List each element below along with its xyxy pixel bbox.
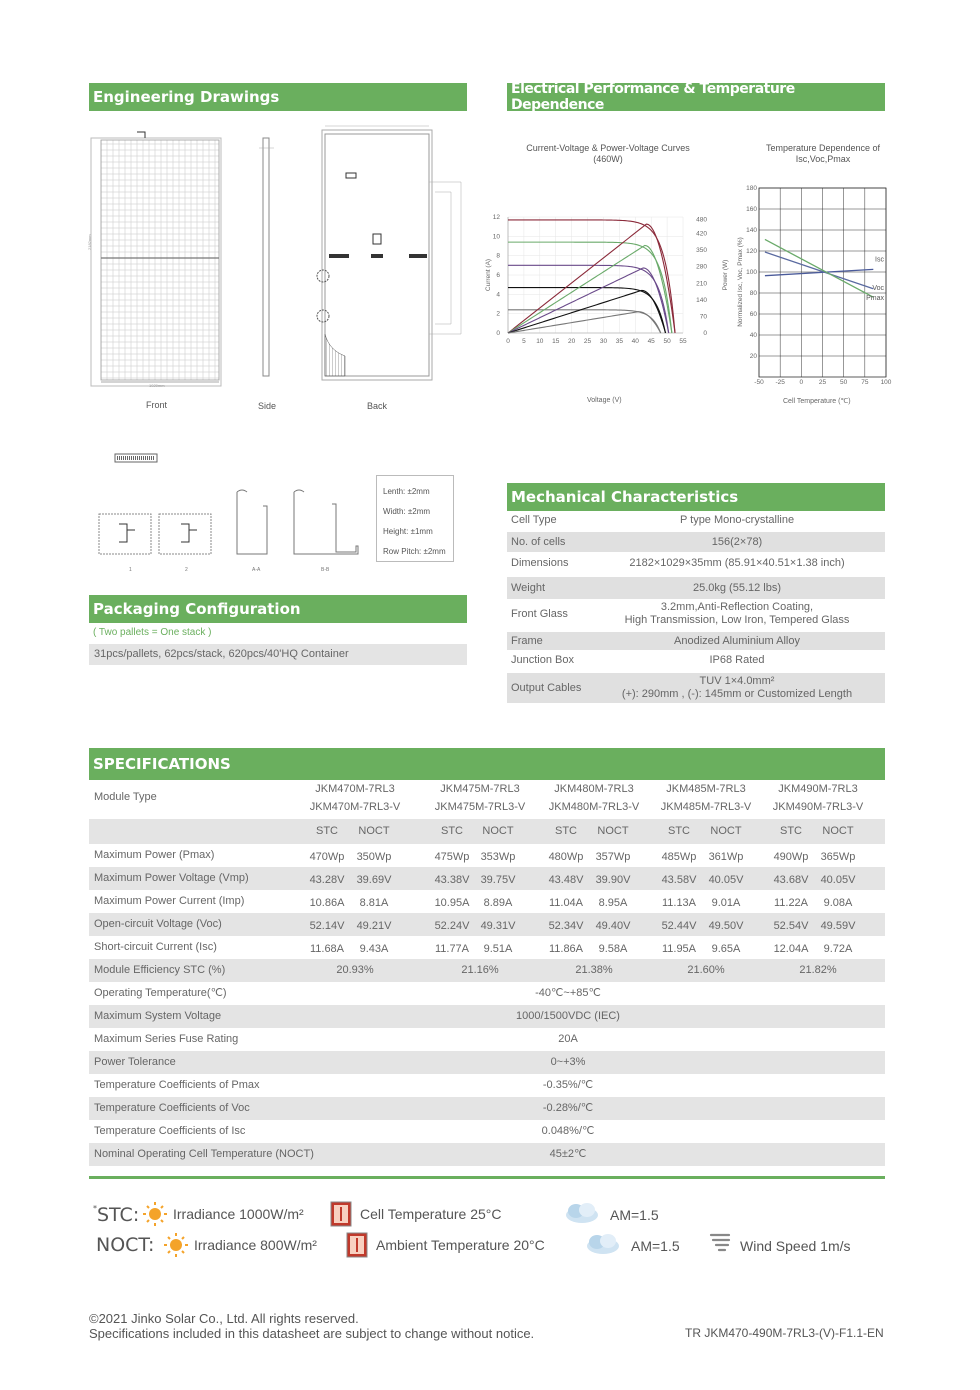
section-label-1: 1 bbox=[129, 567, 132, 573]
stc-column-header: STC bbox=[316, 825, 338, 837]
temp-x-tick-label: 50 bbox=[840, 379, 848, 386]
spec-stc-value: 52.34V bbox=[548, 920, 584, 932]
spec-value: -0.28%/℃ bbox=[542, 1102, 594, 1114]
spec-noct-value: 9.65A bbox=[711, 943, 741, 955]
back-view-drawing bbox=[317, 126, 461, 380]
spec-noct-value: 9.58A bbox=[598, 943, 628, 955]
temp-x-tick-label: 100 bbox=[880, 379, 892, 386]
spec-stc-value: 475Wp bbox=[434, 851, 470, 863]
spec-noct-value: 40.05V bbox=[708, 874, 744, 886]
noct-column-header: NOCT bbox=[822, 825, 854, 837]
iv-y-tick-label: 4 bbox=[496, 291, 500, 299]
iv-y-tick-label: 6 bbox=[496, 272, 500, 279]
mechanical-row bbox=[507, 632, 885, 650]
packaging-drawings bbox=[89, 450, 379, 580]
temp-y-tick-label: 80 bbox=[749, 290, 757, 297]
spec-noct-value: 49.59V bbox=[820, 920, 856, 932]
iv-curve bbox=[508, 220, 675, 333]
spec-label: Nominal Operating Cell Temperature (NOCT) bbox=[94, 1148, 314, 1160]
pv-curve bbox=[508, 268, 669, 333]
temp-series-line bbox=[765, 239, 873, 297]
mechanical-value-line: 2182×1029×35mm (85.91×40.51×1.38 inch) bbox=[629, 556, 845, 569]
tolerance-box bbox=[376, 475, 454, 562]
spec-stc-value: 43.38V bbox=[434, 874, 470, 886]
wind-icon bbox=[708, 1230, 734, 1256]
spec-stc-value: 12.04A bbox=[773, 943, 809, 955]
spec-row bbox=[89, 982, 885, 1005]
iv-y2-tick-label: 420 bbox=[696, 230, 707, 238]
spec-row bbox=[89, 890, 885, 913]
mechanical-value bbox=[607, 650, 867, 670]
noct-ambient-temperature: Ambient Temperature 20°C bbox=[376, 1237, 545, 1253]
tolerance-row-pitch: Row Pitch: ±2mm bbox=[383, 547, 446, 556]
mechanical-row bbox=[507, 532, 885, 552]
document-id: TR JKM470-490M-7RL3-(V)-F1.1-EN bbox=[685, 1326, 884, 1340]
model-name-v: JKM485M-7RL3-V bbox=[660, 801, 752, 813]
model-name-v: JKM475M-7RL3-V bbox=[434, 801, 526, 813]
mechanical-row bbox=[507, 511, 885, 529]
mechanical-row bbox=[507, 577, 885, 599]
back-label: Back bbox=[367, 401, 388, 411]
mechanical-row bbox=[507, 673, 885, 703]
stc-label: *STC: bbox=[93, 1204, 140, 1226]
iv-y-axis-label: Current (A) bbox=[485, 258, 492, 292]
spec-stc-value: 10.95A bbox=[434, 897, 470, 909]
spec-stc-value: 490Wp bbox=[773, 851, 809, 863]
noct-air-mass: AM=1.5 bbox=[631, 1238, 680, 1254]
temp-y-tick-label: 180 bbox=[746, 185, 757, 192]
mechanical-label: Frame bbox=[511, 635, 543, 647]
spec-stc-value: 11.04A bbox=[548, 897, 584, 909]
mechanical-value-line: High Transmission, Low Iron, Tempered Glass bbox=[624, 614, 850, 626]
spec-noct-value: 39.75V bbox=[480, 874, 516, 886]
spec-stc-value: 11.22A bbox=[773, 897, 809, 909]
temp-chart-xlabel: Cell Temperature (℃) bbox=[783, 398, 851, 405]
spec-row bbox=[89, 844, 885, 867]
spec-stc-value: 52.24V bbox=[434, 920, 470, 932]
spec-noct-value: 39.90V bbox=[595, 874, 631, 886]
spec-stc-value: 11.68A bbox=[309, 943, 345, 955]
tolerance-length: Lenth: ±2mm bbox=[383, 487, 430, 496]
spec-value: 45±2℃ bbox=[549, 1148, 587, 1160]
spec-noct-value: 8.89A bbox=[483, 897, 513, 909]
temp-y-tick-label: 160 bbox=[746, 206, 757, 213]
spec-efficiency-value: 21.60% bbox=[687, 964, 725, 976]
mechanical-characteristics-header: Mechanical Characteristics bbox=[507, 483, 885, 511]
spec-value: 0.048%/℃ bbox=[541, 1125, 595, 1137]
mechanical-value-line: 3.2mm,Anti-Reflection Coating, bbox=[660, 601, 814, 613]
noct-column-header: NOCT bbox=[597, 825, 629, 837]
noct-label: NOCT: bbox=[96, 1234, 155, 1256]
mechanical-value-line: 156(2×78) bbox=[711, 535, 763, 548]
mechanical-label: Junction Box bbox=[511, 654, 574, 666]
spec-noct-value: 9.51A bbox=[483, 943, 513, 955]
iv-x-tick-label: 15 bbox=[552, 338, 560, 345]
electrical-performance-header: Electrical Performance & Temperature Dependence bbox=[507, 83, 885, 111]
mechanical-value-line: 25.0kg (55.12 lbs) bbox=[692, 581, 782, 594]
model-header-row bbox=[89, 782, 885, 818]
spec-noct-value: 9.43A bbox=[359, 943, 389, 955]
stc-column-header: STC bbox=[668, 825, 690, 837]
mechanical-value bbox=[607, 552, 867, 574]
stc-column-header: STC bbox=[780, 825, 802, 837]
spec-label: Maximum System Voltage bbox=[94, 1010, 222, 1022]
mechanical-label: No. of cells bbox=[511, 536, 566, 548]
front-view-drawing bbox=[87, 132, 221, 388]
model-name-v: JKM480M-7RL3-V bbox=[548, 801, 640, 813]
temp-y-axis-label: Normalized Isc, Voc, Pmax (%) bbox=[737, 237, 744, 327]
mechanical-row bbox=[507, 650, 885, 670]
spec-stc-value: 11.86A bbox=[548, 943, 584, 955]
spec-label: Maximum Power Current (Imp) bbox=[94, 895, 245, 907]
mechanical-label: Weight bbox=[511, 582, 546, 594]
mechanical-row bbox=[507, 599, 885, 629]
module-type-label: Module Type bbox=[94, 791, 157, 803]
iv-y-tick-label: 0 bbox=[496, 330, 500, 337]
iv-y2-tick-label: 70 bbox=[699, 313, 707, 321]
spec-label: Temperature Coefficients of Isc bbox=[94, 1125, 246, 1137]
spec-stc-value: 43.48V bbox=[548, 874, 584, 886]
iv-x-tick-label: 10 bbox=[536, 338, 544, 345]
mechanical-label: Cell Type bbox=[511, 514, 557, 526]
spec-label: Open-circuit Voltage (Voc) bbox=[94, 918, 222, 930]
iv-x-tick-label: 20 bbox=[568, 338, 576, 345]
iv-y2-tick-label: 480 bbox=[696, 216, 707, 224]
spec-stc-value: 43.68V bbox=[773, 874, 809, 886]
mechanical-row bbox=[507, 552, 885, 574]
spec-noct-value: 8.81A bbox=[359, 897, 389, 909]
spec-noct-value: 9.72A bbox=[823, 943, 853, 955]
model-name: JKM470M-7RL3 bbox=[315, 783, 395, 795]
specifications-header: SPECIFICATIONS bbox=[89, 748, 885, 780]
spec-noct-value: 357Wp bbox=[595, 851, 631, 863]
spec-value: -0.35%/℃ bbox=[542, 1079, 594, 1091]
tolerance-width: Width: ±2mm bbox=[383, 507, 431, 516]
mechanical-value-line: TUV 1×4.0mm² bbox=[699, 675, 775, 687]
spec-label: Module Efficiency STC (%) bbox=[94, 964, 226, 976]
noct-irradiance: Irradiance 800W/m² bbox=[194, 1237, 317, 1253]
spec-stc-value: 470Wp bbox=[309, 851, 345, 863]
iv-y2-tick-label: 0 bbox=[703, 330, 707, 337]
spec-efficiency-value: 21.16% bbox=[461, 964, 499, 976]
spec-row bbox=[89, 1074, 885, 1097]
spec-stc-value: 485Wp bbox=[661, 851, 697, 863]
stc-irradiance: Irradiance 1000W/m² bbox=[173, 1206, 304, 1222]
thermometer-icon-noct bbox=[345, 1231, 369, 1259]
side-label: Side bbox=[258, 401, 277, 411]
section-label-2: 2 bbox=[185, 567, 188, 573]
spec-noct-value: 9.08A bbox=[823, 897, 853, 909]
thermometer-icon bbox=[329, 1200, 353, 1228]
copyright: ©2021 Jinko Solar Co., Ltd. All rights reserved. bbox=[89, 1311, 359, 1326]
model-name-v: JKM470M-7RL3-V bbox=[309, 801, 401, 813]
iv-y-tick-label: 8 bbox=[496, 252, 500, 260]
spec-stc-value: 43.58V bbox=[661, 874, 697, 886]
temp-x-tick-label: 75 bbox=[861, 379, 869, 386]
iv-curve bbox=[508, 265, 669, 333]
iv-x-tick-label: 0 bbox=[506, 338, 510, 345]
stc-air-mass: AM=1.5 bbox=[610, 1207, 659, 1223]
spec-label: Short-circuit Current (Isc) bbox=[94, 941, 217, 953]
side-view-drawing bbox=[259, 138, 274, 376]
iv-chart-title: Current-Voltage & Power-Voltage Curves (460W) bbox=[526, 143, 690, 164]
iv-x-tick-label: 55 bbox=[679, 338, 687, 345]
iv-y2-tick-label: 140 bbox=[696, 296, 707, 304]
model-name: JKM480M-7RL3 bbox=[554, 783, 634, 795]
tolerance-height: Height: ±1mm bbox=[383, 527, 433, 536]
mechanical-value bbox=[607, 511, 867, 529]
temp-y-tick-label: 140 bbox=[746, 227, 757, 234]
model-name: JKM485M-7RL3 bbox=[666, 783, 746, 795]
noct-wind-speed: Wind Speed 1m/s bbox=[740, 1238, 851, 1254]
mechanical-label: Dimensions bbox=[511, 557, 569, 569]
mechanical-label: Output Cables bbox=[511, 682, 582, 694]
spec-label: Operating Temperature(℃) bbox=[94, 987, 227, 999]
spec-row bbox=[89, 1097, 885, 1120]
stc-cell-temperature: Cell Temperature 25°C bbox=[360, 1206, 502, 1222]
cloud-icon bbox=[562, 1201, 600, 1225]
spec-noct-value: 49.31V bbox=[480, 920, 516, 932]
spec-stc-value: 11.95A bbox=[661, 943, 697, 955]
iv-x-tick-label: 5 bbox=[522, 338, 526, 345]
spec-label: Power Tolerance bbox=[94, 1056, 176, 1068]
spec-stc-value: 43.28V bbox=[309, 874, 345, 886]
svg-text:2182mm: 2182mm bbox=[87, 234, 92, 250]
temp-y-tick-label: 120 bbox=[746, 248, 757, 255]
spec-noct-value: 49.21V bbox=[356, 920, 392, 932]
cloud-icon-noct bbox=[583, 1232, 621, 1256]
noct-column-header: NOCT bbox=[482, 825, 514, 837]
iv-x-tick-label: 45 bbox=[647, 338, 655, 345]
temp-y-tick-label: 100 bbox=[746, 269, 757, 276]
spec-stc-value: 52.44V bbox=[661, 920, 697, 932]
mechanical-value bbox=[607, 532, 867, 552]
engineering-drawings-header: Engineering Drawings bbox=[89, 83, 467, 111]
front-label: Front bbox=[146, 400, 168, 410]
svg-text:1029mm: 1029mm bbox=[149, 383, 165, 388]
stc-column-header: STC bbox=[555, 825, 577, 837]
noct-column-header: NOCT bbox=[710, 825, 742, 837]
iv-x-tick-label: 50 bbox=[663, 338, 671, 345]
spec-label: Maximum Power (Pmax) bbox=[94, 849, 215, 861]
noct-column-header: NOCT bbox=[358, 825, 390, 837]
spec-row bbox=[89, 1120, 885, 1143]
spec-noct-value: 49.50V bbox=[708, 920, 744, 932]
mechanical-value bbox=[607, 632, 867, 650]
iv-x-tick-label: 35 bbox=[615, 338, 623, 345]
mechanical-value bbox=[607, 599, 867, 629]
model-name: JKM490M-7RL3 bbox=[778, 783, 858, 795]
iv-y-tick-label: 10 bbox=[492, 233, 500, 241]
iv-x-tick-label: 30 bbox=[599, 338, 608, 345]
spec-noct-value: 8.95A bbox=[598, 897, 628, 909]
spec-noct-value: 361Wp bbox=[708, 851, 744, 863]
temp-series-label: Pmax bbox=[866, 295, 884, 303]
spec-row bbox=[89, 936, 885, 959]
spec-value: 1000/1500VDC (IEC) bbox=[516, 1010, 620, 1022]
spec-stc-value: 52.14V bbox=[309, 920, 345, 932]
iv-y2-tick-label: 350 bbox=[696, 247, 707, 255]
spec-row bbox=[89, 913, 885, 936]
spec-stc-value: 10.86A bbox=[309, 897, 345, 909]
temp-series-label: Isc bbox=[875, 256, 884, 264]
temp-x-tick-label: -50 bbox=[754, 379, 764, 386]
packaging-detail: 31pcs/pallets, 62pcs/stack, 620pcs/40'HQ Container bbox=[89, 644, 467, 665]
spec-stc-value: 480Wp bbox=[548, 851, 584, 863]
stc-column-header: STC bbox=[441, 825, 463, 837]
spec-stc-value: 11.77A bbox=[434, 943, 470, 955]
spec-stc-value: 11.13A bbox=[661, 897, 697, 909]
spec-row bbox=[89, 867, 885, 890]
model-name-v: JKM490M-7RL3-V bbox=[772, 801, 864, 813]
spec-noct-value: 353Wp bbox=[480, 851, 516, 863]
iv-chart-xlabel: Voltage (V) bbox=[587, 397, 622, 404]
sun-icon bbox=[142, 1201, 168, 1227]
temp-y-tick-label: 40 bbox=[749, 332, 757, 339]
mechanical-value-line: IP68 Rated bbox=[709, 653, 765, 666]
spec-label: Maximum Series Fuse Rating bbox=[94, 1033, 239, 1045]
iv-pv-chart bbox=[480, 205, 730, 355]
specs-bottom-rule bbox=[89, 1176, 885, 1179]
spec-value: 20A bbox=[558, 1033, 578, 1045]
mechanical-value bbox=[607, 673, 867, 703]
spec-noct-value: 40.05V bbox=[820, 874, 856, 886]
spec-noct-value: 39.69V bbox=[356, 874, 392, 886]
iv-y-tick-label: 12 bbox=[492, 214, 500, 221]
temp-x-tick-label: 0 bbox=[799, 379, 804, 386]
engineering-drawings bbox=[89, 120, 469, 420]
spec-row bbox=[89, 1028, 885, 1051]
mechanical-value-line: P type Mono-crystalline bbox=[679, 513, 795, 526]
iv-y2-axis-label: Power (W) bbox=[722, 259, 729, 291]
mechanical-value bbox=[607, 577, 867, 599]
spec-label: Temperature Coefficients of Pmax bbox=[94, 1079, 260, 1091]
spec-noct-value: 9.01A bbox=[711, 897, 741, 909]
iv-y2-tick-label: 280 bbox=[696, 263, 707, 271]
mechanical-label: Front Glass bbox=[511, 608, 568, 620]
spec-noct-value: 365Wp bbox=[820, 851, 856, 863]
spec-efficiency-value: 21.82% bbox=[799, 964, 837, 976]
spec-efficiency-value: 21.38% bbox=[575, 964, 613, 976]
stc-noct-header-row bbox=[89, 819, 885, 844]
disclaimer: Specifications included in this datasheet are subject to change without notice. bbox=[89, 1326, 535, 1341]
section-label-aa: A-A bbox=[252, 567, 261, 573]
temp-x-tick-label: 25 bbox=[818, 379, 827, 386]
model-name: JKM475M-7RL3 bbox=[440, 783, 520, 795]
spec-label: Maximum Power Voltage (Vmp) bbox=[94, 872, 249, 884]
iv-y-tick-label: 2 bbox=[496, 310, 500, 318]
temperature-chart bbox=[730, 180, 900, 390]
spec-row bbox=[89, 1051, 885, 1074]
packaging-configuration-header: Packaging Configuration bbox=[89, 595, 467, 623]
spec-label: Temperature Coefficients of Voc bbox=[94, 1102, 250, 1114]
iv-y2-tick-label: 210 bbox=[696, 280, 707, 288]
spec-noct-value: 350Wp bbox=[356, 851, 392, 863]
spec-value: 0~+3% bbox=[550, 1056, 586, 1068]
temp-x-tick-label: -25 bbox=[775, 379, 785, 386]
temp-series-label: Voc bbox=[872, 284, 884, 292]
spec-row bbox=[89, 1005, 885, 1028]
sun-icon-noct bbox=[163, 1232, 189, 1258]
temp-y-tick-label: 60 bbox=[749, 311, 757, 318]
iv-x-tick-label: 40 bbox=[631, 338, 639, 345]
spec-row bbox=[89, 1143, 885, 1166]
section-label-bb: B-B bbox=[321, 567, 330, 573]
mechanical-value-line: (+): 290mm , (-): 145mm or Customized Length bbox=[621, 688, 853, 700]
spec-efficiency-value: 20.93% bbox=[336, 964, 374, 976]
temp-chart-title: Temperature Dependence of Isc,Voc,Pmax bbox=[765, 143, 881, 164]
packaging-note: ( Two pallets = One stack ) bbox=[93, 627, 212, 638]
iv-x-tick-label: 25 bbox=[583, 338, 592, 345]
spec-row-efficiency bbox=[89, 959, 885, 982]
spec-stc-value: 52.54V bbox=[773, 920, 809, 932]
spec-value: -40℃~+85℃ bbox=[535, 987, 601, 999]
mechanical-value-line: Anodized Aluminium Alloy bbox=[674, 634, 800, 647]
temp-y-tick-label: 20 bbox=[749, 353, 757, 360]
spec-noct-value: 49.40V bbox=[595, 920, 631, 932]
